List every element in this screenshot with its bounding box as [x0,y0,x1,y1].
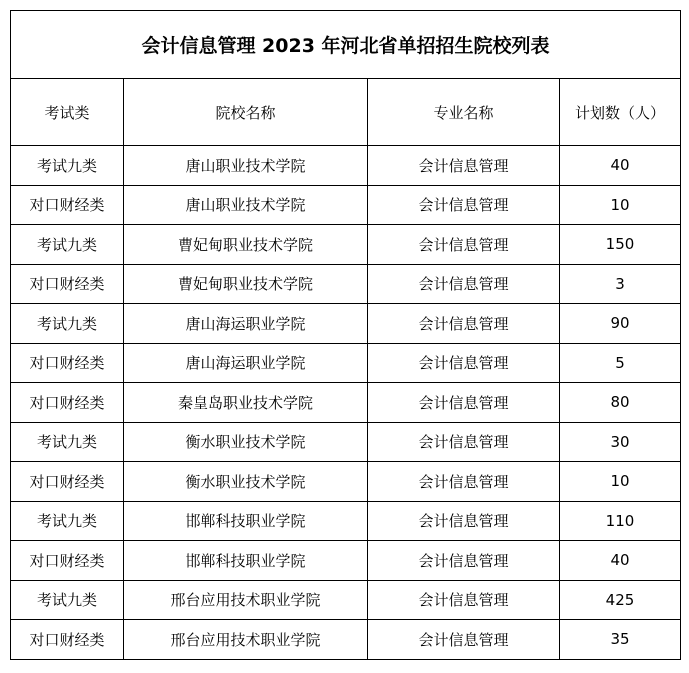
cell-exam-type: 考试九类 [11,422,124,462]
cell-major-name: 会计信息管理 [368,383,560,423]
cell-exam-type: 对口财经类 [11,185,124,225]
cell-plan-count: 425 [560,580,681,620]
header-plan-count: 计划数（人） [560,79,681,146]
cell-major-name: 会计信息管理 [368,620,560,660]
table-row [11,580,681,620]
table-row [11,501,681,541]
table-row [11,225,681,265]
cell-exam-type: 考试九类 [11,225,124,265]
table-row [11,264,681,304]
cell-exam-type: 对口财经类 [11,383,124,423]
cell-exam-type: 对口财经类 [11,462,124,502]
cell-plan-count: 80 [560,383,681,423]
cell-plan-count: 90 [560,304,681,344]
cell-major-name: 会计信息管理 [368,422,560,462]
cell-plan-count: 110 [560,501,681,541]
cell-major-name: 会计信息管理 [368,343,560,383]
document-sheet [10,10,680,660]
cell-plan-count: 40 [560,146,681,186]
table-row [11,343,681,383]
table-title: 会计信息管理 2023 年河北省单招招生院校列表 [11,11,681,79]
cell-plan-count: 35 [560,620,681,660]
table-row [11,185,681,225]
cell-exam-type: 考试九类 [11,146,124,186]
cell-exam-type: 对口财经类 [11,264,124,304]
cell-school-name: 邯郸科技职业学院 [124,501,368,541]
cell-school-name: 唐山海运职业学院 [124,343,368,383]
cell-plan-count: 5 [560,343,681,383]
table-row [11,541,681,581]
cell-school-name: 唐山职业技术学院 [124,146,368,186]
table-row [11,462,681,502]
admissions-table [10,10,681,660]
cell-major-name: 会计信息管理 [368,462,560,502]
cell-school-name: 邯郸科技职业学院 [124,541,368,581]
cell-plan-count: 150 [560,225,681,265]
header-school-name: 院校名称 [124,79,368,146]
cell-plan-count: 30 [560,422,681,462]
cell-major-name: 会计信息管理 [368,225,560,265]
cell-plan-count: 40 [560,541,681,581]
cell-major-name: 会计信息管理 [368,185,560,225]
cell-school-name: 衡水职业技术学院 [124,422,368,462]
cell-exam-type: 考试九类 [11,580,124,620]
cell-school-name: 邢台应用技术职业学院 [124,620,368,660]
cell-school-name: 唐山职业技术学院 [124,185,368,225]
cell-plan-count: 10 [560,185,681,225]
cell-exam-type: 对口财经类 [11,541,124,581]
cell-exam-type: 对口财经类 [11,620,124,660]
cell-major-name: 会计信息管理 [368,501,560,541]
table-row [11,422,681,462]
cell-plan-count: 3 [560,264,681,304]
title-row [11,11,681,79]
cell-plan-count: 10 [560,462,681,502]
cell-school-name: 唐山海运职业学院 [124,304,368,344]
cell-exam-type: 对口财经类 [11,343,124,383]
table-row [11,383,681,423]
cell-school-name: 邢台应用技术职业学院 [124,580,368,620]
cell-major-name: 会计信息管理 [368,541,560,581]
cell-school-name: 曹妃甸职业技术学院 [124,225,368,265]
cell-school-name: 衡水职业技术学院 [124,462,368,502]
cell-school-name: 秦皇岛职业技术学院 [124,383,368,423]
table-row [11,620,681,660]
cell-exam-type: 考试九类 [11,501,124,541]
cell-major-name: 会计信息管理 [368,146,560,186]
cell-major-name: 会计信息管理 [368,580,560,620]
cell-exam-type: 考试九类 [11,304,124,344]
table-row [11,146,681,186]
header-major-name: 专业名称 [368,79,560,146]
header-exam-type: 考试类 [11,79,124,146]
header-row [11,79,681,146]
cell-major-name: 会计信息管理 [368,264,560,304]
cell-major-name: 会计信息管理 [368,304,560,344]
cell-school-name: 曹妃甸职业技术学院 [124,264,368,304]
table-row [11,304,681,344]
